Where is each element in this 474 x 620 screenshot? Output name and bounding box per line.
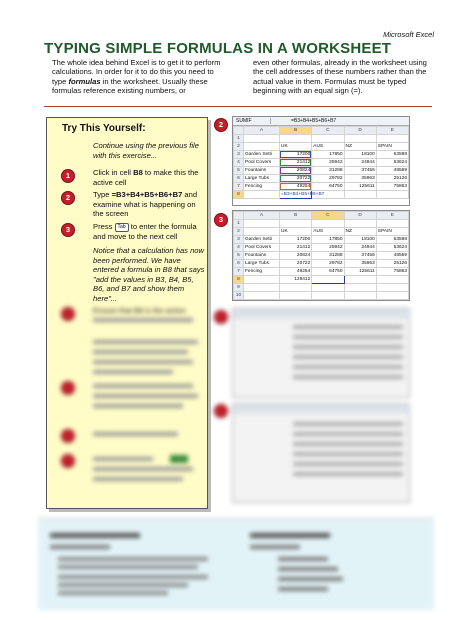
column-header-row <box>234 127 409 135</box>
cell[interactable]: 18100 <box>344 236 376 244</box>
blur-line <box>93 432 178 436</box>
title-first-letter: T <box>44 40 54 57</box>
cell[interactable]: AUS <box>312 228 344 236</box>
row-header[interactable]: 2 <box>234 143 244 151</box>
blur-sheet <box>232 308 410 398</box>
table-row <box>234 260 409 268</box>
step-emphasis: B8 <box>133 168 143 177</box>
cell[interactable]: =B3+B4+B5+B6+B7 <box>281 192 325 197</box>
table-row <box>234 268 409 276</box>
row-header[interactable]: 3 <box>234 236 244 244</box>
cell[interactable] <box>280 220 312 228</box>
step-3-after: to enter the formula and move to the next cell <box>93 222 197 241</box>
step-4-partial: Ensure that B8 is the active <box>93 306 186 315</box>
cell[interactable]: 25942 <box>312 159 344 167</box>
cell[interactable]: Pool Covers <box>244 159 280 167</box>
tab-key-icon: Tab <box>115 223 129 232</box>
cell[interactable]: 125611 <box>344 183 376 191</box>
cell[interactable]: 49254 <box>280 183 312 191</box>
column-header[interactable]: D <box>344 212 376 220</box>
cell[interactable]: Garden Setti <box>244 151 280 159</box>
cell[interactable] <box>376 284 408 292</box>
blur-line <box>93 360 193 364</box>
table-row <box>234 276 409 284</box>
cell[interactable] <box>312 284 344 292</box>
blur-line <box>93 384 193 388</box>
cell[interactable]: SPAIN <box>376 228 408 236</box>
cell[interactable]: 53624 <box>376 159 408 167</box>
column-header[interactable]: A <box>244 212 280 220</box>
cell[interactable]: NZ <box>344 143 376 151</box>
step-1-text: Click in cell B8 to make this the active cell <box>93 168 199 187</box>
row-header[interactable]: 4 <box>234 159 244 167</box>
row-header[interactable]: 6 <box>234 175 244 183</box>
cell[interactable]: 17850 <box>312 151 344 159</box>
cell[interactable] <box>344 276 376 284</box>
cell[interactable]: Garden Setti <box>244 236 280 244</box>
cell[interactable] <box>244 292 280 300</box>
spreadsheet-screen-3 <box>232 210 410 301</box>
worksheet-grid-3 <box>233 211 409 300</box>
step-2-text: Type =B3+B4+B5+B6+B7 and examine what is happening on the screen <box>93 190 198 219</box>
row-header[interactable]: 1 <box>234 220 244 228</box>
panel-note: Continue using the previous file with this exercise... <box>93 141 199 160</box>
cell[interactable]: Fencing <box>244 268 280 276</box>
column-header[interactable]: C <box>312 212 344 220</box>
cell[interactable]: 75863 <box>376 268 408 276</box>
row-header[interactable]: 7 <box>234 268 244 276</box>
blur-highlight <box>170 455 188 463</box>
blur-line <box>93 318 193 322</box>
cell[interactable] <box>244 143 280 151</box>
worksheet-grid-2 <box>233 126 409 199</box>
cell[interactable]: Fountains <box>244 252 280 260</box>
column-header[interactable]: B <box>280 127 312 135</box>
table-row <box>234 228 409 236</box>
cell[interactable]: 20722 <box>280 175 312 183</box>
column-header[interactable]: B <box>280 212 312 220</box>
row-header[interactable]: 8 <box>234 191 244 199</box>
row-header[interactable]: 5 <box>234 167 244 175</box>
cell[interactable]: 24944 <box>344 159 376 167</box>
blur-line <box>93 370 173 374</box>
column-header[interactable] <box>234 127 244 135</box>
step-badge-3: 3 <box>62 224 74 236</box>
column-header[interactable]: D <box>344 127 376 135</box>
intro-right: even other formulas, already in the worksheet using the cell addresses of these numbers rather than the actual value in them. Formulas must be typed beginning with an equal sign (=). <box>253 58 427 96</box>
table-row <box>234 175 409 183</box>
cell[interactable]: 63598 <box>376 151 408 159</box>
cell[interactable] <box>376 276 408 284</box>
row-header[interactable]: 10 <box>234 292 244 300</box>
blur-line <box>93 350 188 354</box>
table-row <box>234 151 409 159</box>
cell[interactable] <box>344 292 376 300</box>
blur-line <box>93 467 193 471</box>
column-header[interactable]: E <box>376 212 408 220</box>
table-row <box>234 284 409 292</box>
row-header[interactable]: 1 <box>234 135 244 143</box>
cell[interactable]: 25126 <box>376 175 408 183</box>
cell[interactable]: 63598 <box>376 236 408 244</box>
table-row <box>234 159 409 167</box>
panel-title: Try This Yourself: <box>62 123 146 134</box>
row-header[interactable]: 6 <box>234 260 244 268</box>
blur-badge-b <box>62 382 74 394</box>
cell[interactable]: Fencing <box>244 183 280 191</box>
screen-badge-2: 2 <box>215 119 227 131</box>
row-header[interactable]: 2 <box>234 228 244 236</box>
cell[interactable]: 125611 <box>344 268 376 276</box>
blur-sheet <box>232 403 410 503</box>
cell[interactable]: 129412 <box>280 276 312 284</box>
step-3-before: Press <box>93 222 113 231</box>
cell[interactable]: SPAIN <box>376 143 408 151</box>
step-emphasis: =B3+B4+B5+B6+B7 <box>111 190 183 199</box>
table-row <box>234 183 409 191</box>
cell[interactable]: UK <box>280 143 312 151</box>
title-rest: YPING SIMPLE FORMULAS IN A WORKSHEET <box>53 40 392 57</box>
blur-line <box>93 457 153 461</box>
cell[interactable] <box>344 135 376 143</box>
blur-line <box>93 477 183 481</box>
cell[interactable] <box>376 135 408 143</box>
cell[interactable]: 35963 <box>344 175 376 183</box>
cell[interactable] <box>280 135 312 143</box>
cell[interactable] <box>312 135 344 143</box>
cell[interactable] <box>244 228 280 236</box>
step-badge-2: 2 <box>62 192 74 204</box>
cell[interactable]: 17850 <box>312 236 344 244</box>
screen-badge-3: 3 <box>215 214 227 226</box>
row-header[interactable]: 7 <box>234 183 244 191</box>
blur-footer-panel <box>38 518 434 610</box>
cell[interactable]: 18100 <box>344 151 376 159</box>
cell[interactable]: 25126 <box>376 260 408 268</box>
cell[interactable] <box>244 191 280 199</box>
column-header-row <box>234 212 409 220</box>
intro-emphasis: formulas <box>68 76 101 86</box>
table-row <box>234 244 409 252</box>
blur-line <box>93 394 198 398</box>
column-header[interactable]: E <box>376 127 408 135</box>
cell[interactable]: 37456 <box>344 167 376 175</box>
cell[interactable] <box>312 292 344 300</box>
cell[interactable]: 21412 <box>280 244 312 252</box>
section-divider <box>44 106 432 107</box>
cell[interactable]: 37456 <box>344 252 376 260</box>
cell[interactable]: 20824 <box>280 252 312 260</box>
row-header[interactable]: 9 <box>234 284 244 292</box>
cell[interactable] <box>312 220 344 228</box>
page-title <box>44 40 391 57</box>
formula-bar <box>233 117 409 126</box>
cell[interactable]: 24944 <box>344 244 376 252</box>
cell[interactable]: AUS <box>312 143 344 151</box>
cell[interactable] <box>280 284 312 292</box>
cell[interactable]: 49254 <box>280 268 312 276</box>
cell[interactable]: 29782 <box>312 260 344 268</box>
cell[interactable] <box>376 220 408 228</box>
cell[interactable] <box>244 284 280 292</box>
cell[interactable]: 35963 <box>344 260 376 268</box>
cell[interactable] <box>376 292 408 300</box>
blur-badge-e <box>215 311 227 323</box>
column-header[interactable]: A <box>244 127 280 135</box>
blur-badge-f <box>215 405 227 417</box>
cell[interactable]: Pool Covers <box>244 244 280 252</box>
cell[interactable]: UK <box>280 228 312 236</box>
cell[interactable]: 48569 <box>376 252 408 260</box>
blur-line <box>93 404 183 408</box>
table-row <box>234 252 409 260</box>
table-row <box>234 220 409 228</box>
cell[interactable] <box>312 276 344 284</box>
blur-line <box>93 340 198 344</box>
cell[interactable]: 48569 <box>376 167 408 175</box>
cell[interactable]: Fountains <box>244 167 280 175</box>
cell[interactable]: 17200 <box>280 151 312 159</box>
formula-text: =B3+B4+B5+B6+B7 <box>291 118 337 124</box>
cell[interactable]: 21412 <box>280 159 312 167</box>
cell[interactable]: NZ <box>344 228 376 236</box>
cell[interactable]: 17200 <box>280 236 312 244</box>
cell[interactable]: 64750 <box>312 268 344 276</box>
cell[interactable] <box>244 220 280 228</box>
cell[interactable] <box>344 284 376 292</box>
row-header[interactable]: 4 <box>234 244 244 252</box>
cell[interactable] <box>344 220 376 228</box>
cell[interactable]: 20824 <box>280 167 312 175</box>
column-header[interactable]: C <box>312 127 344 135</box>
table-row <box>234 167 409 175</box>
header-app-name: Microsoft Excel <box>383 30 434 39</box>
row-header[interactable]: 8 <box>234 276 244 284</box>
table-row <box>234 135 409 143</box>
row-header[interactable]: 5 <box>234 252 244 260</box>
blur-badge-d <box>62 455 74 467</box>
blur-badge-a <box>62 308 74 320</box>
name-box: SUMIF <box>233 118 271 124</box>
row-header[interactable]: 3 <box>234 151 244 159</box>
cell[interactable]: 20722 <box>280 260 312 268</box>
table-row <box>234 236 409 244</box>
cell[interactable] <box>344 191 376 199</box>
cell[interactable] <box>244 135 280 143</box>
column-header[interactable] <box>234 212 244 220</box>
cell[interactable]: Large Tubs <box>244 175 280 183</box>
cell[interactable]: 31288 <box>312 252 344 260</box>
cell[interactable]: 75863 <box>376 183 408 191</box>
cell[interactable]: 53624 <box>376 244 408 252</box>
table-row <box>234 292 409 300</box>
spreadsheet-screen-2 <box>232 116 410 206</box>
intro-left: The whole idea behind Excel is to get it to perform calculations. In order for it to do this you need to type formulas in the worksheet. Usually these formulas reference existing numbers, or <box>52 58 221 96</box>
cell[interactable]: Large Tubs <box>244 260 280 268</box>
table-row <box>234 143 409 151</box>
cell[interactable]: 25942 <box>312 244 344 252</box>
step-badge-1: 1 <box>62 170 74 182</box>
blur-badge-c <box>62 430 74 442</box>
cell[interactable] <box>376 191 408 199</box>
cell[interactable] <box>280 292 312 300</box>
table-row <box>234 191 409 199</box>
panel-notice: Notice that a calculation has now been performed. We have entered a formula in B8 that says "add the values in B3, B4, B5, B6, and B7 and show them here"... <box>93 246 205 303</box>
step-3-text <box>93 222 205 241</box>
cell[interactable]: 29782 <box>312 175 344 183</box>
cell[interactable] <box>244 276 280 284</box>
cell[interactable]: 31288 <box>312 167 344 175</box>
cell[interactable]: 64750 <box>312 183 344 191</box>
